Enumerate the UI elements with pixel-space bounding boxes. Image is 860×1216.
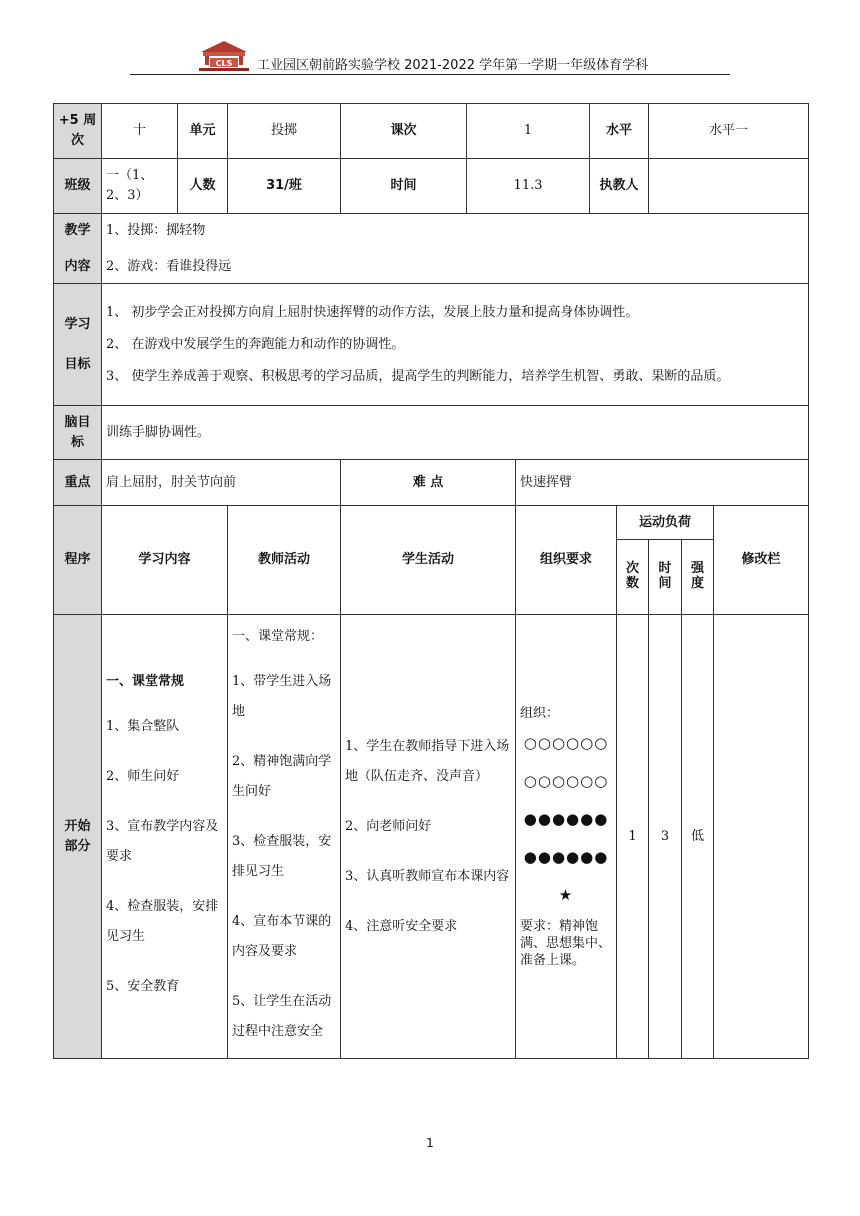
teacher-item: 一、课堂常规： (232, 628, 324, 644)
opening-intensity: 低 (682, 615, 714, 1059)
teacher-value (649, 159, 809, 214)
count-value: 31/班 (228, 159, 341, 214)
goal-item-1: 1、 初步学会正对投掷方向肩上屈肘快速挥臂的动作方法，发展上肢力量和提高身体协调性。 (106, 304, 639, 320)
opening-times: 1 (617, 615, 649, 1059)
intensity-header: 强度 (682, 540, 714, 615)
student-item: 3、认真听教师宣布本课内容 (345, 868, 510, 884)
unit-label: 单元 (178, 104, 228, 159)
opening-content (102, 615, 228, 1059)
brain-row (54, 406, 809, 460)
content-row (54, 214, 809, 284)
teacher-label: 执教人 (590, 159, 649, 214)
student-item: 1、学生在教师指导下进入场地（队伍走齐、没声音） (345, 738, 510, 784)
opening-teacher-activity (228, 615, 341, 1059)
column-header-row-1 (54, 506, 809, 540)
time-label: 时间 (341, 159, 467, 214)
content-items (102, 214, 809, 284)
content-item: 4、检查服装，安排见习生 (106, 898, 219, 944)
opening-duration: 3 (649, 615, 682, 1059)
logo-text: CLS (215, 59, 233, 68)
opening-stage-label: 开始 部分 (54, 615, 102, 1059)
opening-organization (516, 615, 617, 1059)
student-item: 4、注意听安全要求 (345, 918, 458, 934)
formation-diagram (520, 724, 612, 914)
teacher-item: 3、检查服装，安排见习生 (232, 833, 332, 879)
teacher-item: 2、精神饱满向学生问好 (232, 753, 332, 799)
brain-text: 训练手脚协调性。 (102, 406, 809, 460)
content-item: 2、师生问好 (106, 768, 180, 784)
content-label: 教学 内容 (54, 214, 102, 284)
procedure-header: 程序 (54, 506, 102, 615)
formation-row: ○○○○○○ (523, 772, 609, 790)
content-item-1: 1、投掷：掷轻物 (106, 222, 206, 238)
info-row-1 (54, 104, 809, 159)
level-label: 水平 (590, 104, 649, 159)
teacher-item: 1、带学生进入场地 (232, 673, 332, 719)
org-label: 组织： (520, 706, 560, 721)
teacher-item: 4、宣布本节课的内容及要求 (232, 913, 332, 959)
time-value: 11.3 (467, 159, 590, 214)
class-label: 班级 (54, 159, 102, 214)
opening-revision (714, 615, 809, 1059)
level-value: 水平一 (649, 104, 809, 159)
org-requirement: 要求：精神饱满、思想集中、准备上课。 (520, 919, 612, 968)
header-divider (130, 74, 730, 75)
difficulty-label: 难 点 (341, 460, 516, 506)
student-item: 2、向老师问好 (345, 818, 432, 834)
times-header: 次数 (617, 540, 649, 615)
opening-student-activity (341, 615, 516, 1059)
formation-row: ○○○○○○ (523, 734, 609, 752)
student-activity-header: 学生活动 (341, 506, 516, 615)
goal-item-2: 2、 在游戏中发展学生的奔跑能力和动作的协调性。 (106, 336, 405, 352)
lesson-value: 1 (467, 104, 590, 159)
key-points-row (54, 460, 809, 506)
content-item-2: 2、游戏：看谁投得远 (106, 258, 232, 274)
teacher-item: 5、让学生在活动过程中注意安全 (232, 993, 332, 1039)
unit-value: 投掷 (228, 104, 341, 159)
brain-label: 脑目 标 (54, 406, 102, 460)
focus-text: 肩上屈肘，肘关节向前 (102, 460, 341, 506)
focus-label: 重点 (54, 460, 102, 506)
lesson-label: 课次 (341, 104, 467, 159)
teacher-star: ★ (558, 886, 574, 904)
revision-header: 修改栏 (714, 506, 809, 615)
week-label: +5 周次 (54, 104, 102, 159)
formation-row: ●●●●●● (523, 848, 609, 866)
lesson-plan-table (53, 103, 809, 1059)
load-header: 运动负荷 (617, 506, 714, 540)
difficulty-text: 快速挥臂 (516, 460, 809, 506)
teacher-activity-header: 教师活动 (228, 506, 341, 615)
goals-label: 学习 目标 (54, 284, 102, 406)
school-logo (195, 38, 253, 72)
page-header (195, 38, 735, 74)
count-label: 人数 (178, 159, 228, 214)
content-item: 1、集合整队 (106, 718, 180, 734)
content-item: 5、安全教育 (106, 978, 180, 994)
formation-row: ●●●●●● (523, 810, 609, 828)
duration-header: 时间 (649, 540, 682, 615)
info-row-2 (54, 159, 809, 214)
goal-item-3: 3、 使学生养成善于观察、积极思考的学习品质，提高学生的判断能力，培养学生机智、勇敢、果断的品质。 (106, 368, 730, 384)
goals-row (54, 284, 809, 406)
class-value: 一（1、2、3） (102, 159, 178, 214)
learning-content-header: 学习内容 (102, 506, 228, 615)
page-number: 1 (426, 1136, 434, 1150)
opening-content-title: 一、课堂常规 (106, 673, 185, 689)
organization-header: 组织要求 (516, 506, 617, 615)
content-item: 3、宣布教学内容及要求 (106, 818, 219, 864)
opening-section-row (54, 615, 809, 1059)
week-value: 十 (102, 104, 178, 159)
school-title: 工业园区朝前路实验学校 2021-2022 学年第一学期一年级体育学科 (257, 58, 649, 73)
goals-items (102, 284, 809, 406)
